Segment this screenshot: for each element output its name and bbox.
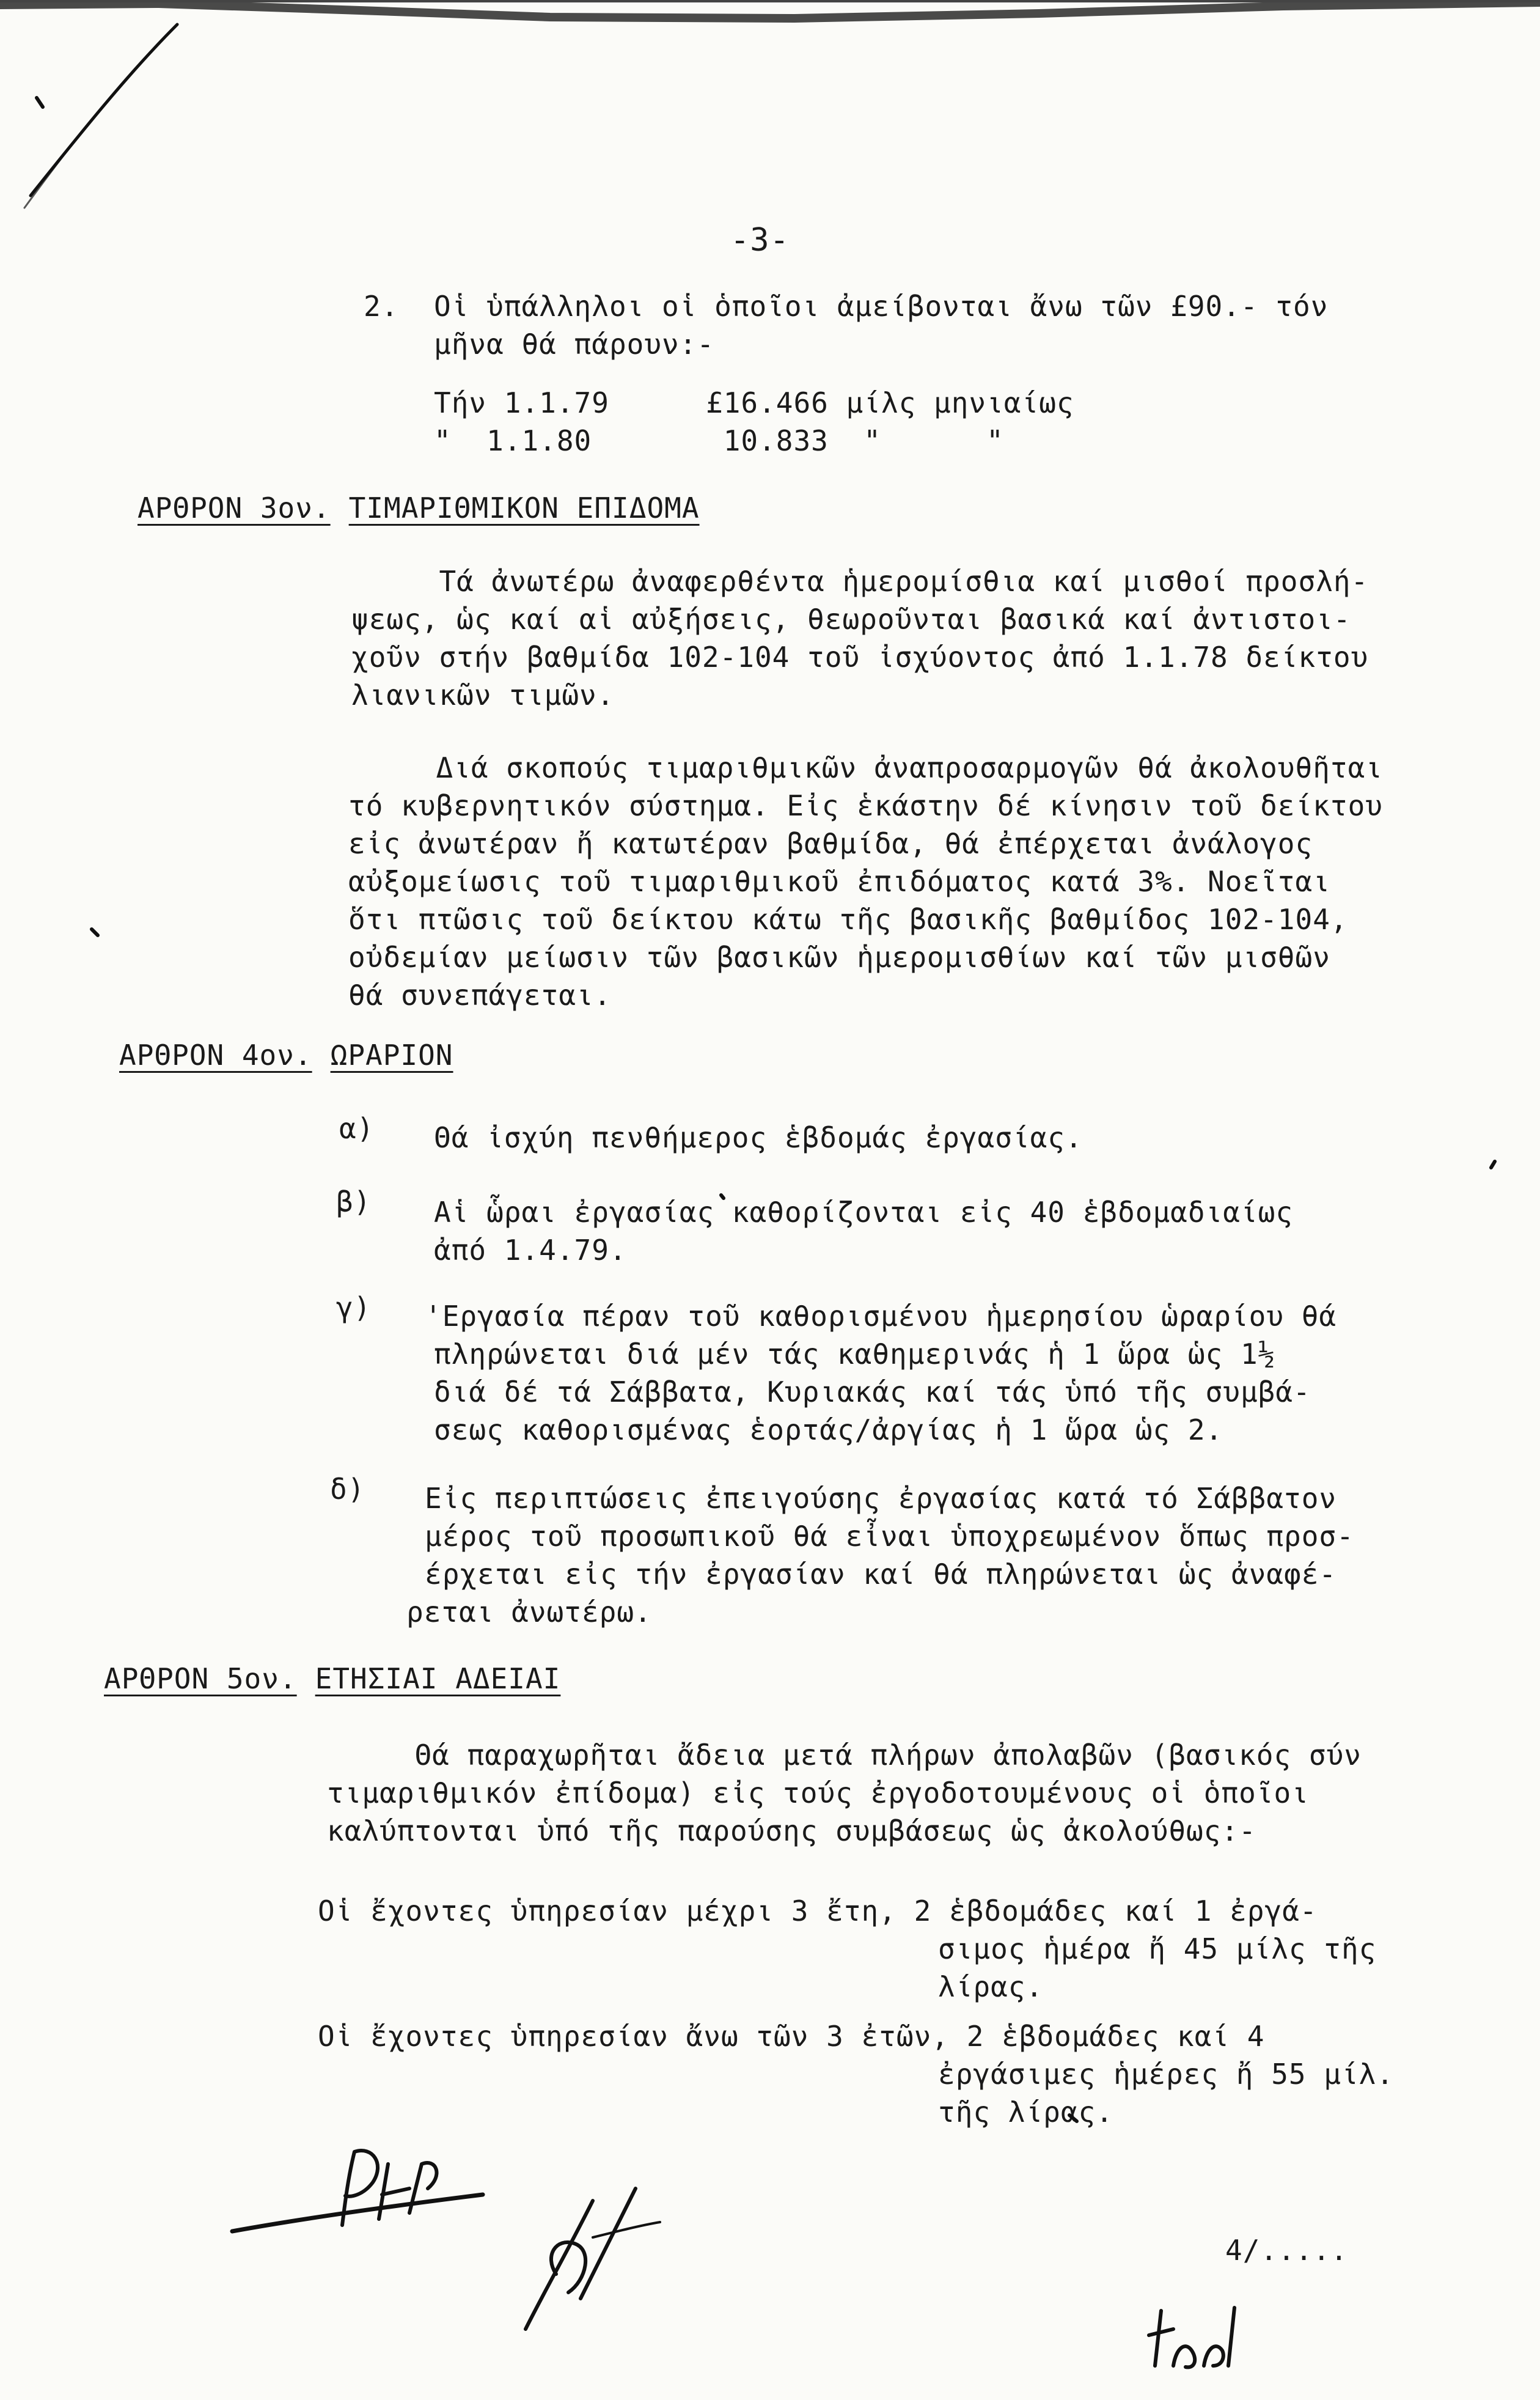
text-line: έρχεται εἰς τήν ἐργασίαν καί θά πληρώνεται ὡς ἀναφέ- xyxy=(425,1558,1337,1591)
text-line: ὅτι πτῶσις τοῦ δείκτου κάτω τῆς βασικῆς βαθμίδος 102-104, xyxy=(348,903,1348,936)
article-label: ΑΡΘΡΟΝ 3ον. xyxy=(138,491,331,525)
text-line: ρεται ἀνωτέρω. xyxy=(406,1596,652,1629)
list-marker: γ) xyxy=(336,1291,372,1324)
article-label: ΑΡΘΡΟΝ 5ον. xyxy=(104,1662,297,1695)
text-line: Τά ἀνωτέρω ἀναφερθέντα ἡμερομίσθια καί μισθοί προσλή- xyxy=(351,565,1369,598)
text-line: τῆς λίρας. xyxy=(938,2096,1113,2129)
article-title: ΕΤΗΣΙΑΙ ΑΔΕΙΑΙ xyxy=(315,1662,561,1695)
text-line: Οἱ ὑπάλληλοι οἱ ὁποῖοι ἀμείβονται ἄνω τῶν £90.- τόν xyxy=(434,290,1329,323)
text-line: Οἱ ἔχοντες ὑπηρεσίαν μέχρι 3 ἔτη, 2 ἑβδομάδες καί 1 ἐργά- xyxy=(318,1894,1318,1927)
page-number: -3- xyxy=(730,222,790,259)
text-line: Αἱ ὧραι ἐργασίας καθορίζονται εἰς 40 ἑβδομαδιαίως xyxy=(434,1196,1294,1229)
article-label: ΑΡΘΡΟΝ 4ον. xyxy=(119,1039,312,1072)
text-line: Διά σκοπούς τιμαριθμικῶν ἀναπροσαρμογῶν θά ἀκολουθῆται xyxy=(348,751,1383,784)
text-line: θά συνεπάγεται. xyxy=(348,979,612,1012)
text-line: λιανικῶν τιμῶν. xyxy=(351,679,615,712)
text-line: οὐδεμίαν μείωσιν τῶν βασικῶν ἡμερομισθίων καί τῶν μισθῶν xyxy=(348,941,1330,974)
article-title: ΤΙΜΑΡΙΘΜΙΚΟΝ ΕΠΙΔΟΜΑ xyxy=(348,491,700,525)
text-line: καλύπτονται ὑπό τῆς παρούσης συμβάσεως ὡς ἀκολούθως:- xyxy=(327,1814,1256,1847)
text-line: ἐργάσιμες ἡμέρες ἤ 55 μίλ. xyxy=(938,2058,1395,2091)
text-line: χοῦν στήν βαθμίδα 102-104 τοῦ ἰσχύοντος ἀπό 1.1.78 δείκτου xyxy=(351,641,1369,674)
list-marker: β) xyxy=(336,1185,372,1218)
text-line: πληρώνεται διά μέν τάς καθημερινάς ἡ 1 ὥρα ὡς 1½ xyxy=(434,1338,1276,1371)
text-line: τιμαριθμικόν ἐπίδομα) εἰς τούς ἐργοδοτουμένους οἱ ὁποῖοι xyxy=(327,1776,1309,1809)
table-cell-date: Τήν 1.1.79 xyxy=(434,386,609,419)
article-title: ΩΡΑΡΙΟΝ xyxy=(330,1039,453,1072)
list-marker: δ) xyxy=(330,1473,365,1506)
table-cell-amount: 10.833 " " xyxy=(706,424,1004,457)
text-line: Εἰς περιπτώσεις ἐπειγούσης ἐργασίας κατά τό Σάββατον xyxy=(425,1482,1337,1515)
text-line: τό κυβερνητικόν σύστημα. Εἰς ἑκάστην δέ κίνησιν τοῦ δείκτου xyxy=(348,789,1383,822)
text-line: σεως καθορισμένας ἑορτάς/ἀργίας ἡ 1 ὥρα ὡς 2. xyxy=(434,1413,1223,1446)
text-line: σιμος ἡμέρα ἤ 45 μίλς τῆς xyxy=(938,1932,1377,1965)
text-line: Θά παραχωρῆται ἄδεια μετά πλήρων ἀπολαβῶν (βασικός σύν xyxy=(327,1739,1362,1772)
text-line: 'Εργασία πέραν τοῦ καθορισμένου ἡμερησίου ὡραρίου θά xyxy=(425,1300,1337,1333)
item-number: 2. xyxy=(364,290,399,323)
table-cell-date: " 1.1.80 xyxy=(434,424,592,457)
text-line: ἀπό 1.4.79. xyxy=(434,1234,627,1267)
text-line: αὐξομείωσις τοῦ τιμαριθμικοῦ ἐπιδόματος κατά 3%. Νοεῖται xyxy=(348,865,1330,898)
text-line: Θά ἰσχύη πενθήμερος ἑβδομάς ἐργασίας. xyxy=(434,1121,1083,1154)
text-line: διά δέ τά Σάββατα, Κυριακάς καί τάς ὑπό τῆς συμβά- xyxy=(434,1375,1311,1408)
continuation-marker: 4/..... xyxy=(1225,2234,1348,2267)
text-line: Οἱ ἔχοντες ὑπηρεσίαν ἄνω τῶν 3 ἐτῶν, 2 ἑβδομάδες καί 4 xyxy=(318,2020,1265,2053)
text-line: ψεως, ὡς καί αἱ αὐξήσεις, θεωροῦνται βασικά καί ἀντιστοι- xyxy=(351,603,1351,636)
table-cell-amount: £16.466 μίλς μηνιαίως xyxy=(706,386,1074,419)
list-marker: α) xyxy=(339,1112,375,1145)
text-line: εἰς ἀνωτέραν ἤ κατωτέραν βαθμίδα, θά ἐπέρχεται ἀνάλογος xyxy=(348,827,1313,860)
text-line: μῆνα θά πάρουν:- xyxy=(434,328,715,361)
text-line: λίρας. xyxy=(938,1970,1044,2003)
text-line: μέρος τοῦ προσωπικοῦ θά εἶναι ὑποχρεωμένον ὅπως προσ- xyxy=(425,1520,1354,1553)
